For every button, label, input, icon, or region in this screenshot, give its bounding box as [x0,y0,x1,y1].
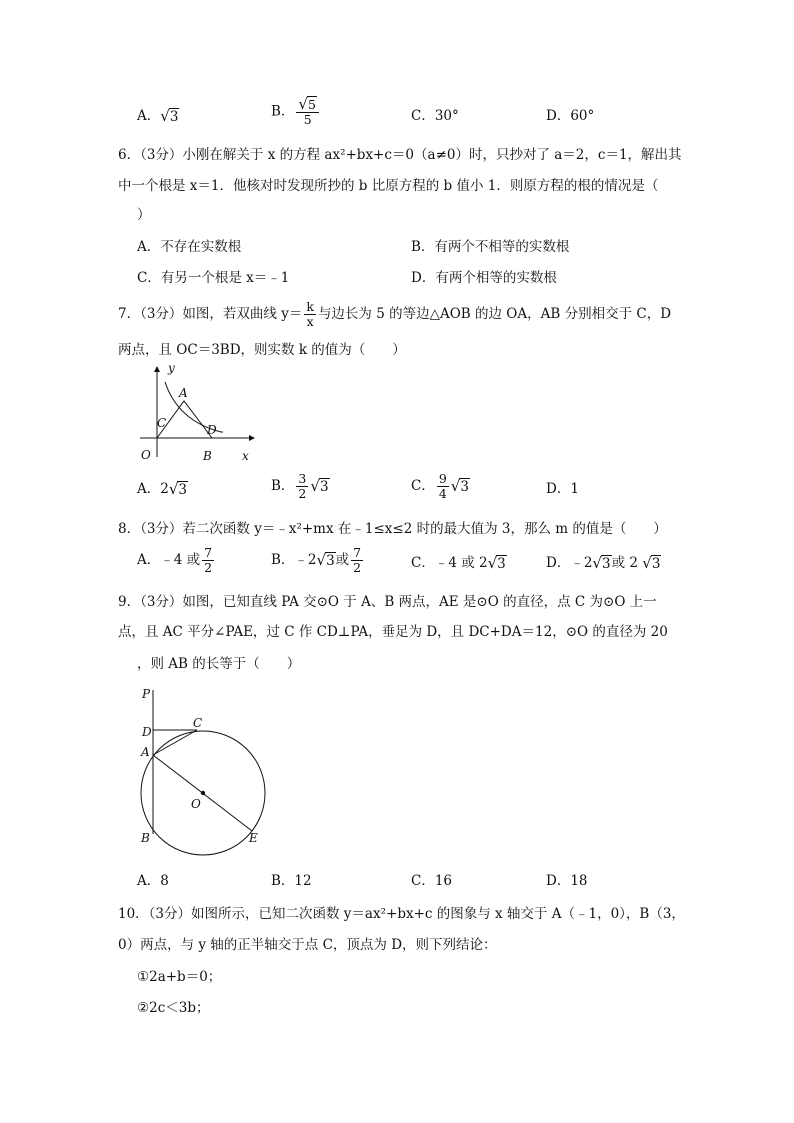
sqrt-expression: √3 [160,107,179,125]
q5-option-a-radicand: 3 [169,109,179,125]
q7-option-c-num: 9 [438,471,447,486]
q5-option-b-denominator: 5 [303,112,312,127]
q6-option-a: A．不存在实数根 [137,239,242,255]
label-e: E [249,831,258,845]
q7-option-b: B． $\frac{3}{2}$ √3 [271,471,329,501]
q6-option-d: D．有两个相等的实数根 [411,270,557,286]
q5-option-b-radicand: 5 [307,97,316,112]
label-c: C [157,416,167,430]
q6-line-3: ） [137,207,151,223]
q7-option-c-den: 4 [438,486,447,501]
q8-option-b-num: 7 [353,545,362,560]
label-a: A [141,745,150,759]
fraction: $\frac{√5}{5}$ [296,97,319,127]
y-axis-arrow [154,366,160,372]
q9-line-3: ，则 AB 的长等于（ ） [137,656,301,672]
q7-suffix: 与边长为 5 的等边△AOB 的边 OA，AB 分别相交于 C，D [317,306,672,322]
q10-item-1: ①2a+b＝0； [137,969,222,985]
q6-line-2: 中一个根是 x＝1．他核对时发现所抄的 b 比原方程的 b 值小 1．则原方程的根的情况是（ [118,178,659,194]
q7-option-a-radicand: 3 [178,482,187,498]
q8-option-b-radicand: 3 [326,553,335,569]
label-d: D [207,423,217,437]
q7-option-b-den: 2 [298,486,307,501]
q7-line-2: 两点，且 OC＝3BD，则实数 k 的值为（ ） [118,342,406,358]
label-c: C [193,716,203,730]
q8-line-1: 8．（3分）若二次函数 y＝﹣x²+mx 在﹣1≤x≤2 时的最大值为 3，那么 m 的值是（ ） [118,521,667,537]
q10-item-2: ②2c＜3b； [137,1000,210,1016]
q9-figure [135,682,275,860]
label-b: B [141,831,150,845]
q8-option-a-den: 2 [204,560,213,575]
fraction [304,300,316,329]
label-y: y [168,362,175,375]
x-axis-arrow [249,435,255,441]
q10-line-1: 10．（3分）如图所示，已知二次函数 y＝ax²+bx+c 的图象与 x 轴交于 A（﹣1，0），B（3， [118,906,685,922]
q7-option-a: A．2√3 [137,480,187,498]
q5-option-b-label: B． [271,103,295,120]
label-o: O [141,448,151,462]
q8-option-b-pre: B．﹣2 [271,552,317,568]
q6-option-b: B．有两个不相等的实数根 [411,239,570,255]
q7-option-b-label: B． [271,478,295,494]
q8-option-a-num: 7 [204,545,213,560]
q5-option-c: C．30° [411,108,459,124]
q6-option-c: C．有另一个根是 x＝﹣1 [137,270,290,286]
q7-option-b-radicand: 3 [319,479,329,495]
q7-option-b-num: 3 [298,471,307,486]
q9-line-1: 9．（3分）如图，已知直线 PA 交⊙O 于 A、B 两点，AE 是⊙O 的直径，点 C 为⊙O 上一 [118,594,657,610]
q5-option-b [271,97,321,127]
q8-option-d-radicand-1: 3 [601,556,611,572]
q9-line-2: 点，且 AC 平分∠PAE，过 C 作 CD⊥PA，垂足为 D，且 DC+DA＝12，⊙O 的直径为 20 [118,624,668,640]
q7-option-a-label: A．2 [137,481,169,497]
label-x: x [242,449,249,463]
q9-option-b: B．12 [271,873,312,889]
q9-option-d: D．18 [546,873,588,889]
label-p: P [142,687,151,701]
q7-option-d: D．1 [546,481,579,497]
q8-option-d: D．﹣2√3或 2 √3 [546,554,661,572]
q7-prefix: 7．（3分）如图，若双曲线 y＝ [118,306,303,322]
q7-figure [135,362,260,465]
q8-option-d-mid: 或 2 [611,555,638,571]
label-d: D [142,725,152,739]
q7-option-c-label: C． [411,478,435,494]
q7-option-c: C． $\frac{9}{4}$ √3 [411,471,469,501]
q6-line-1: 6．（3分）小刚在解关于 x 的方程 ax²+bx+c＝0（a≠0）时，只抄对了 a＝2，c＝1，解出其 [118,147,682,163]
q8-option-d-radicand-2: 3 [651,556,661,572]
center-point [201,791,205,795]
q8-option-b: B．﹣2√3或 $\frac{7}{2}$ [271,545,362,575]
segment-ac [153,730,197,755]
q8-option-a [137,546,216,575]
q5-option-a [137,106,179,127]
label-b: B [203,449,212,463]
label-a: A [179,386,188,400]
q7-line-1 [118,300,671,329]
q7-option-c-radicand: 3 [460,479,469,495]
q8-option-b-mid: 或 [335,552,350,568]
q8-option-c: C．﹣4 或 2√3 [411,554,506,572]
q8-option-b-den: 2 [353,560,362,575]
q9-option-a: A．8 [137,873,169,889]
q5-option-a-label: A． [137,108,161,124]
q5-option-d: D．60° [546,108,595,124]
q9-option-c: C．16 [411,873,453,889]
q8-option-c-radicand: 3 [497,556,506,572]
q7-frac-den: x [306,314,314,329]
label-o: O [191,797,201,811]
q7-frac-num: k [306,299,314,314]
q8-option-a-pre: A．﹣4 或 [137,552,201,568]
q8-option-d-pre: D．﹣2 [546,555,593,571]
q8-option-c-pre: C．﹣4 或 2 [411,555,488,571]
q10-line-2: 0）两点，与 y 轴的正半轴交于点 C，顶点为 D，则下列结论： [118,937,497,953]
